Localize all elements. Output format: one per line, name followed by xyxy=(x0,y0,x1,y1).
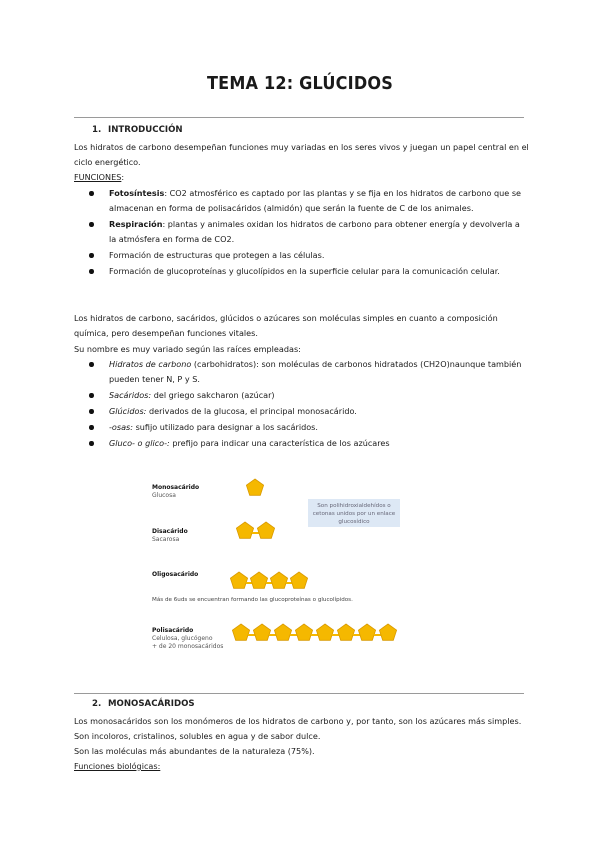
glucidos-classification-figure xyxy=(150,477,400,662)
monosaccharide-pentagon-icon xyxy=(290,571,309,590)
oligo-note: Más de 6uds se encuentran formando las glucoproteínas o glucolípidos. xyxy=(152,597,353,603)
nombre-term: Glúcidos: xyxy=(109,406,147,416)
funcion-term: Respiración xyxy=(109,219,163,229)
nombre-term: Gluco- o glico-: xyxy=(109,438,170,448)
nombre-item xyxy=(84,388,524,403)
nombre-term: Sacáridos: xyxy=(109,390,152,400)
monosacaridos-abundance: Son las moléculas más abundantes de la naturaleza (75%). xyxy=(74,746,315,756)
bullet-icon xyxy=(89,269,94,274)
monosaccharide-pentagon-icon xyxy=(358,623,377,642)
label-celulosa: Celulosa, glucógeno xyxy=(152,635,213,642)
section-heading-monosacaridos xyxy=(92,699,195,709)
section-title: MONOSACÁRIDOS xyxy=(108,699,195,709)
nombre-text: (carbohidratos): son moléculas de carbonos hidratados (CH2O)naunque también pueden tener N, P y S. xyxy=(109,359,522,384)
section-number: 2. xyxy=(92,699,102,709)
funciones-label-text: FUNCIONES xyxy=(74,172,122,182)
monosaccharide-pentagon-icon xyxy=(253,623,272,642)
monosaccharide-pentagon-icon xyxy=(246,478,265,497)
monosaccharide-pentagon-icon xyxy=(257,521,276,540)
page-title: TEMA 12: GLÚCIDOS xyxy=(206,74,394,94)
monosaccharide-pentagon-icon xyxy=(316,623,335,642)
bullet-icon xyxy=(89,362,94,367)
funcion-term: Fotosíntesis xyxy=(109,188,165,198)
bullet-icon xyxy=(89,393,94,398)
funcion-item xyxy=(84,217,524,247)
nombre-item xyxy=(84,357,524,387)
label-glucosa: Glucosa xyxy=(152,492,176,499)
nombre-text: derivados de la glucosa, el principal monosacárido. xyxy=(146,406,357,416)
glucosidic-bond-info-box: Son polihidroxialdehídos o cetonas unidos por un enlace glucosídico xyxy=(308,499,400,527)
intro-paragraph: Los hidratos de carbono desempeñan funciones muy variadas en los seres vivos y juegan un papel central en el ciclo energético. xyxy=(74,142,529,167)
nombre-text: del griego sakcharon (azúcar) xyxy=(151,390,275,400)
figure-label-poli xyxy=(152,627,223,651)
label-monosacarido: Monosacárido xyxy=(152,484,200,491)
bullet-icon xyxy=(89,441,94,446)
nombre-term: -osas: xyxy=(109,422,133,432)
monosaccharide-pentagon-icon xyxy=(250,571,269,590)
funcion-text: Formación de estructuras que protegen a las células. xyxy=(109,250,325,260)
figure-label-oligo xyxy=(152,571,198,579)
monosaccharide-pentagon-icon xyxy=(379,623,398,642)
funcion-text: Formación de glucoproteínas y glucolípidos en la superficie celular para la comunicación celular. xyxy=(109,266,500,276)
monosaccharide-pentagon-icon xyxy=(270,571,289,590)
label-disacarido: Disacárido xyxy=(152,528,188,535)
divider xyxy=(74,117,524,118)
section-heading-introduccion xyxy=(92,125,183,135)
monosaccharide-pentagon-icon xyxy=(236,521,255,540)
figure-label-mono xyxy=(152,484,199,500)
nombre-text: prefijo para indicar una característica de los azúcares xyxy=(169,438,390,448)
funciones-label-colon: : xyxy=(121,172,125,182)
funcion-text: : CO2 atmosférico es captado por las plantas y se fija en los hidratos de carbono que se almacenan en forma de polisacáridos (almidón) que serán la fuente de C de los animales. xyxy=(109,188,522,213)
nombre-text: sufijo utilizado para designar a los sacáridos. xyxy=(133,422,318,432)
label-poli-count: + de 20 monosacáridos xyxy=(152,643,224,650)
nombre-term: Hidratos de carbono xyxy=(109,359,192,369)
nombre-item xyxy=(84,436,524,451)
nombres-list xyxy=(84,357,524,452)
section-title: INTRODUCCIÓN xyxy=(108,125,183,135)
monosaccharide-pentagon-icon xyxy=(274,623,293,642)
label-polisacarido: Polisacárido xyxy=(152,627,194,634)
monosacaridos-paragraph: Los monosacáridos son los monómeros de los hidratos de carbono y, por tanto, son los azúcares más simples. Son incoloros, cristalinos, solubles en agua y de sabor dulce. xyxy=(74,716,522,741)
monosaccharide-pentagon-icon xyxy=(337,623,356,642)
funciones-label xyxy=(74,170,534,185)
divider xyxy=(74,693,524,694)
label-sacarosa: Sacarosa xyxy=(152,536,180,543)
bullet-icon xyxy=(89,222,94,227)
funcion-item xyxy=(84,264,524,279)
section-number: 1. xyxy=(92,125,102,135)
funciones-list xyxy=(84,186,524,280)
figure-label-di xyxy=(152,528,188,544)
nombre-item xyxy=(84,404,524,419)
nombre-item xyxy=(84,420,524,435)
funcion-item xyxy=(84,248,524,263)
bullet-icon xyxy=(89,253,94,258)
paragraph-definicion: Los hidratos de carbono, sacáridos, glúcidos o azúcares son moléculas simples en cuanto a composición química, pero desempeñan funciones vitales. xyxy=(74,313,498,338)
monosaccharide-pentagon-icon xyxy=(295,623,314,642)
label-oligosacarido: Oligosacárido xyxy=(152,571,199,578)
funcion-item xyxy=(84,186,524,216)
bullet-icon xyxy=(89,191,94,196)
paragraph-nombres-intro: Su nombre es muy variado según las raíces empleadas: xyxy=(74,344,301,354)
bullet-icon xyxy=(89,425,94,430)
funciones-biologicas-label: Funciones biológicas: xyxy=(74,761,161,771)
monosaccharide-pentagon-icon xyxy=(232,623,251,642)
funcion-text: : plantas y animales oxidan los hidratos de carbono para obtener energía y devolverla a la atmósfera en forma de CO2. xyxy=(109,219,520,244)
bullet-icon xyxy=(89,409,94,414)
monosaccharide-pentagon-icon xyxy=(230,571,249,590)
